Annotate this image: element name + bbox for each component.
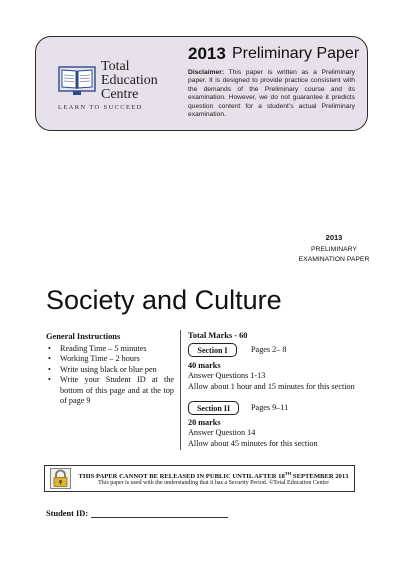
section-1-questions: Answer Questions 1-13 <box>188 371 266 380</box>
section-1-time: Allow about 1 hour and 15 minutes for this section <box>188 382 355 391</box>
column-divider <box>180 330 181 450</box>
exam-type-line1: PRELIMINARY <box>311 246 357 253</box>
general-instructions-heading: General Instructions <box>46 332 121 341</box>
disclaimer-label: Disclaimer: <box>188 69 225 76</box>
security-notice-line2: This paper is used with the understanding that it has a Security Period. ©Total Education Centre <box>98 480 329 486</box>
instruction-item: • Write using black or blue pen <box>46 365 174 375</box>
open-book-logo-icon <box>58 66 96 96</box>
total-education-centre-logo <box>58 60 166 112</box>
section-2-time: Allow about 45 minutes for this section <box>188 439 318 448</box>
subject-title: Society and Culture <box>46 285 282 315</box>
section-2-label: Section II <box>188 401 239 415</box>
disclaimer-text: This paper is written as a Preliminary paper. It is designed to provide practice consistent with the demands of the Preliminary course and its examination. However, we do not guarantee it predicts question content for a student’s actual Preliminary examination. <box>188 69 355 119</box>
security-notice-line1: THIS PAPER CANNOT BE RELEASED IN PUBLIC UNTIL AFTER 18TH SEPTEMBER 2013 <box>78 471 349 481</box>
paper-year: 2013 <box>188 44 226 63</box>
exam-type-line2: EXAMINATION PAPER <box>298 256 370 263</box>
logo-tagline: LEARN TO SUCCEED <box>58 104 143 111</box>
disclaimer <box>188 69 355 119</box>
section-1-label: Section I <box>188 343 237 357</box>
general-instructions-list <box>46 344 174 406</box>
exam-year: 2013 <box>325 233 343 242</box>
section-1-marks: 40 marks <box>188 361 221 370</box>
paper-title: Preliminary Paper <box>232 45 360 62</box>
student-id-label: Student ID: <box>46 509 89 518</box>
section-2-questions: Answer Question 14 <box>188 428 256 437</box>
instruction-item: • Write your Student ID at the bottom of this page and at the top of page 9 <box>46 375 174 406</box>
padlock-icon <box>50 468 71 489</box>
section-2-marks: 20 marks <box>188 418 221 427</box>
instruction-item: • Reading Time – 5 minutes <box>46 344 174 354</box>
instruction-item: • Working Time – 2 hours <box>46 354 174 364</box>
logo-brand-name: Total Education Centre <box>101 59 158 102</box>
student-id-field[interactable] <box>91 517 228 518</box>
total-marks: Total Marks - 60 <box>188 331 248 340</box>
section-1-pages: Pages 2– 8 <box>251 345 287 354</box>
section-2-pages: Pages 9–11 <box>251 403 289 412</box>
